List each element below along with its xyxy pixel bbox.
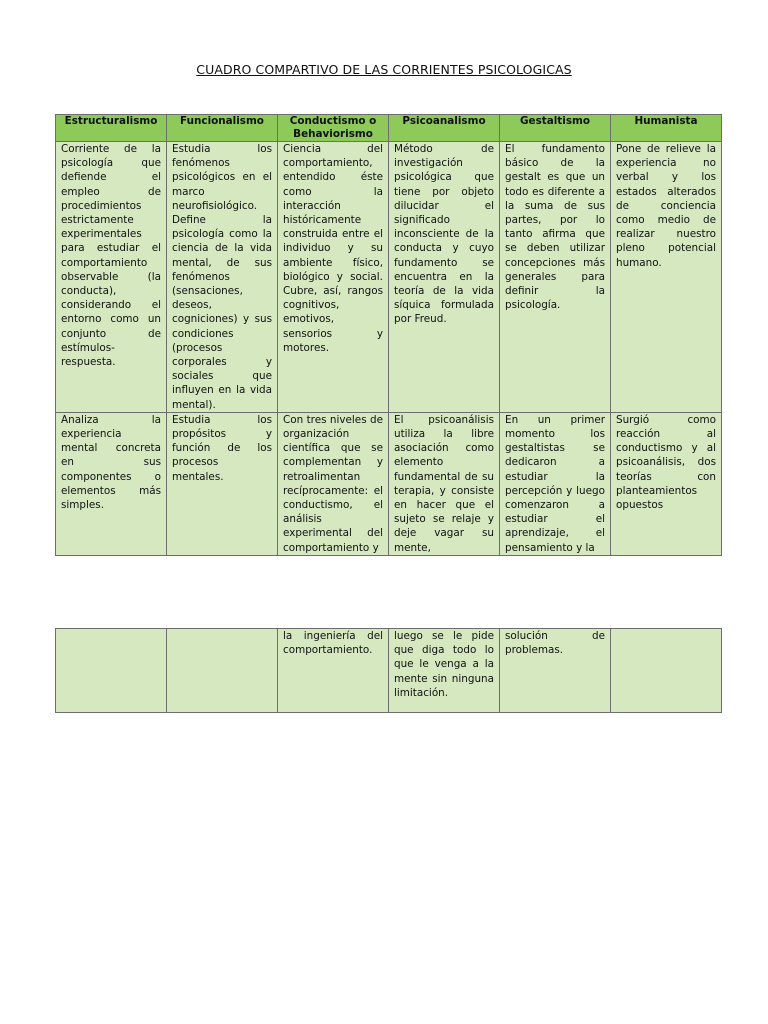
table-cell: Corriente de la psicología que defiende el empleo de procedimientos estrictamente experimentales para estudiar el comportamiento observable (la conducta), considerando el entorno como un conjunto de estímulos-respuesta. (56, 142, 167, 413)
table-row (56, 142, 722, 413)
table-cell: Estudia los fenómenos psicológicos en el marco neurofisiológico. Define la psicología como la ciencia de la vida mental, de sus fenómenos (sensaciones, deseos, cogniciones) y sus condiciones (procesos corporales y sociales que influyen en la vida mental). (167, 142, 278, 413)
table-cell (167, 629, 278, 713)
comparison-table-continuation (55, 628, 722, 713)
table-cell: Con tres niveles de organización científica que se complementan y retroalimentan recíprocamente: el conductismo, el análisis experimental del comportamiento y (278, 412, 389, 555)
table-cell: Método de investigación psicológica que tiene por objeto dilucidar el significado inconsciente de la conducta y cuyo fundamento se encuentra en la teoría de la vida síquica formulada por Freud. (389, 142, 500, 413)
comparison-table (55, 114, 722, 556)
header-humanista: Humanista (611, 115, 722, 142)
page-title: CUADRO COMPARTIVO DE LAS CORRIENTES PSICOLOGICAS (196, 62, 572, 77)
header-funcionalismo: Funcionalismo (167, 115, 278, 142)
table-cell: solución de problemas. (500, 629, 611, 713)
table-row (56, 629, 722, 713)
table-header-row (56, 115, 722, 142)
table-cell: Pone de relieve la experiencia no verbal y los estados alterados de conciencia como medio de realizar nuestro pleno potencial humano. (611, 142, 722, 413)
table-cell: la ingeniería del comportamiento. (278, 629, 389, 713)
table-cell (611, 629, 722, 713)
table-cell: Ciencia del comportamiento, entendido éste como la interacción históricamente construida entre el individuo y su ambiente físico, biológico y social. Cubre, así, rangos cognitivos, emotivos, sensorios y motores. (278, 142, 389, 413)
header-psicoanalismo: Psicoanalismo (389, 115, 500, 142)
table-cell: luego se le pide que diga todo lo que le venga a la mente sin ninguna limitación. (389, 629, 500, 713)
table-cell: El fundamento básico de la gestalt es que un todo es diferente a la suma de sus partes, por lo tanto afirma que se deben utilizar concepciones más generales para definir la psicología. (500, 142, 611, 413)
header-estructuralismo: Estructuralismo (56, 115, 167, 142)
table-cell: Surgió como reacción al conductismo y al psicoanálisis, dos teorías con planteamientos opuestos (611, 412, 722, 555)
header-conductismo: Conductismo o Behaviorismo (278, 115, 389, 142)
table-cell: En un primer momento los gestaltistas se dedicaron a estudiar la percepción y luego comenzaron a estudiar el aprendizaje, el pensamiento y la (500, 412, 611, 555)
table-cell (56, 629, 167, 713)
header-gestaltismo: Gestaltismo (500, 115, 611, 142)
table-cell: El psicoanálisis utiliza la libre asociación como elemento fundamental de su terapia, y consiste en hacer que el sujeto se relaje y deje vagar su mente, (389, 412, 500, 555)
table-cell: Analiza la experiencia mental concreta en sus componentes o elementos más simples. (56, 412, 167, 555)
table-cell: Estudia los propósitos y función de los procesos mentales. (167, 412, 278, 555)
table-row (56, 412, 722, 555)
